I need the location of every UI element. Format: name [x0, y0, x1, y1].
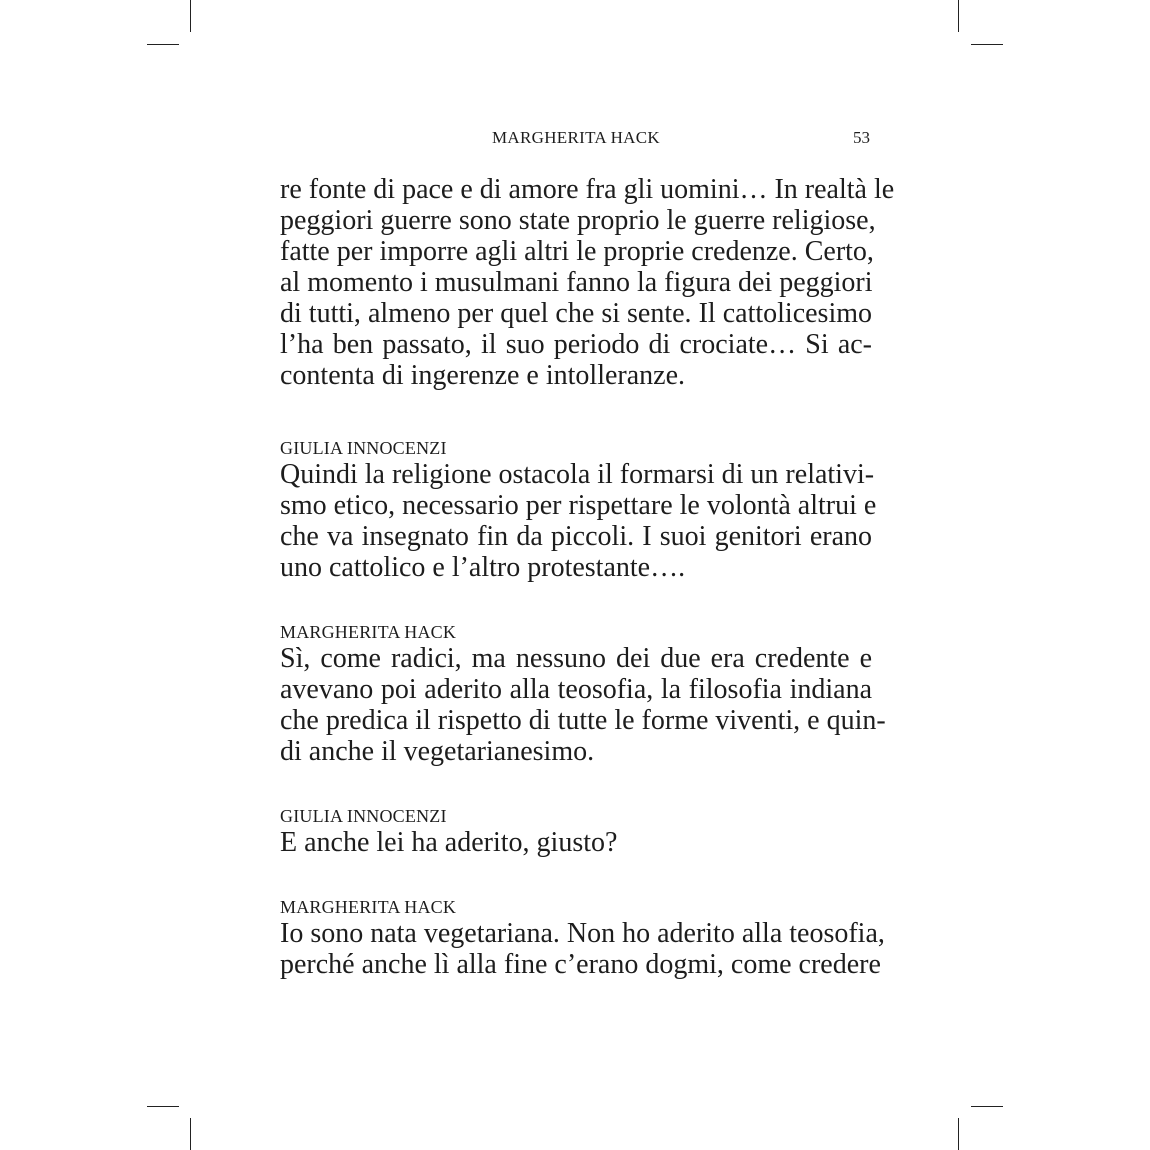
text-line: che predica il rispetto di tutte le forme viventi, e quin-: [280, 705, 886, 736]
body-text: [280, 174, 895, 980]
text-line: fatte per imporre agli altri le proprie credenze. Certo,: [280, 236, 874, 267]
text-line: Io sono nata vegetariana. Non ho aderito alla teosofia,: [280, 918, 885, 949]
text-line: avevano poi aderito alla teosofia, la filosofia indiana: [280, 674, 872, 705]
crop-mark-bottom-right-vertical: [958, 1118, 959, 1150]
dialogue-exchange: [280, 805, 872, 858]
text-line: uno cattolico e l’altro protestante….: [280, 552, 686, 583]
crop-mark-bottom-right-horizontal: [971, 1106, 1003, 1107]
speaker-name: GIULIA INNOCENZI: [280, 806, 447, 826]
text-line: Quindi la religione ostacola il formarsi di un relativi-: [280, 459, 875, 490]
crop-mark-bottom-left-vertical: [190, 1118, 191, 1150]
running-head: MARGHERITA HACK: [492, 128, 660, 147]
text-line: perché anche lì alla fine c’erano dogmi, come credere: [280, 949, 881, 980]
text-line: di anche il vegetarianesimo.: [280, 736, 595, 767]
text-line: Sì, come radici, ma nessuno dei due era credente e: [280, 643, 872, 674]
text-line: re fonte di pace e di amore fra gli uomini… In realtà le: [280, 174, 895, 205]
dialogue-exchange: [280, 437, 877, 583]
text-line: E anche lei ha aderito, giusto?: [280, 827, 618, 858]
page-header: [280, 128, 872, 152]
dialogue-exchange: [280, 896, 885, 980]
crop-mark-top-left-vertical: [190, 0, 191, 32]
text-line: al momento i musulmani fanno la figura dei peggiori: [280, 267, 873, 298]
page-number: 53: [853, 128, 870, 147]
dialogue-exchange: [280, 621, 886, 767]
text-line: di tutti, almeno per quel che si sente. Il cattolicesimo: [280, 298, 872, 329]
crop-mark-top-right-vertical: [958, 0, 959, 32]
crop-mark-bottom-left-horizontal: [147, 1106, 179, 1107]
speaker-name: MARGHERITA HACK: [280, 622, 457, 642]
text-line: smo etico, necessario per rispettare le volontà altrui e: [280, 490, 877, 521]
speaker-name: MARGHERITA HACK: [280, 897, 457, 917]
opening-paragraph: [280, 174, 895, 391]
crop-mark-top-left-horizontal: [147, 44, 179, 45]
text-line: contenta di ingerenze e intolleranze.: [280, 360, 686, 391]
text-line: l’ha ben passato, il suo periodo di crociate… Si ac-: [280, 329, 872, 360]
speaker-name: GIULIA INNOCENZI: [280, 438, 447, 458]
crop-mark-top-right-horizontal: [971, 44, 1003, 45]
text-line: peggiori guerre sono state proprio le guerre religiose,: [280, 205, 876, 236]
text-line: che va insegnato fin da piccoli. I suoi genitori erano: [280, 521, 872, 552]
